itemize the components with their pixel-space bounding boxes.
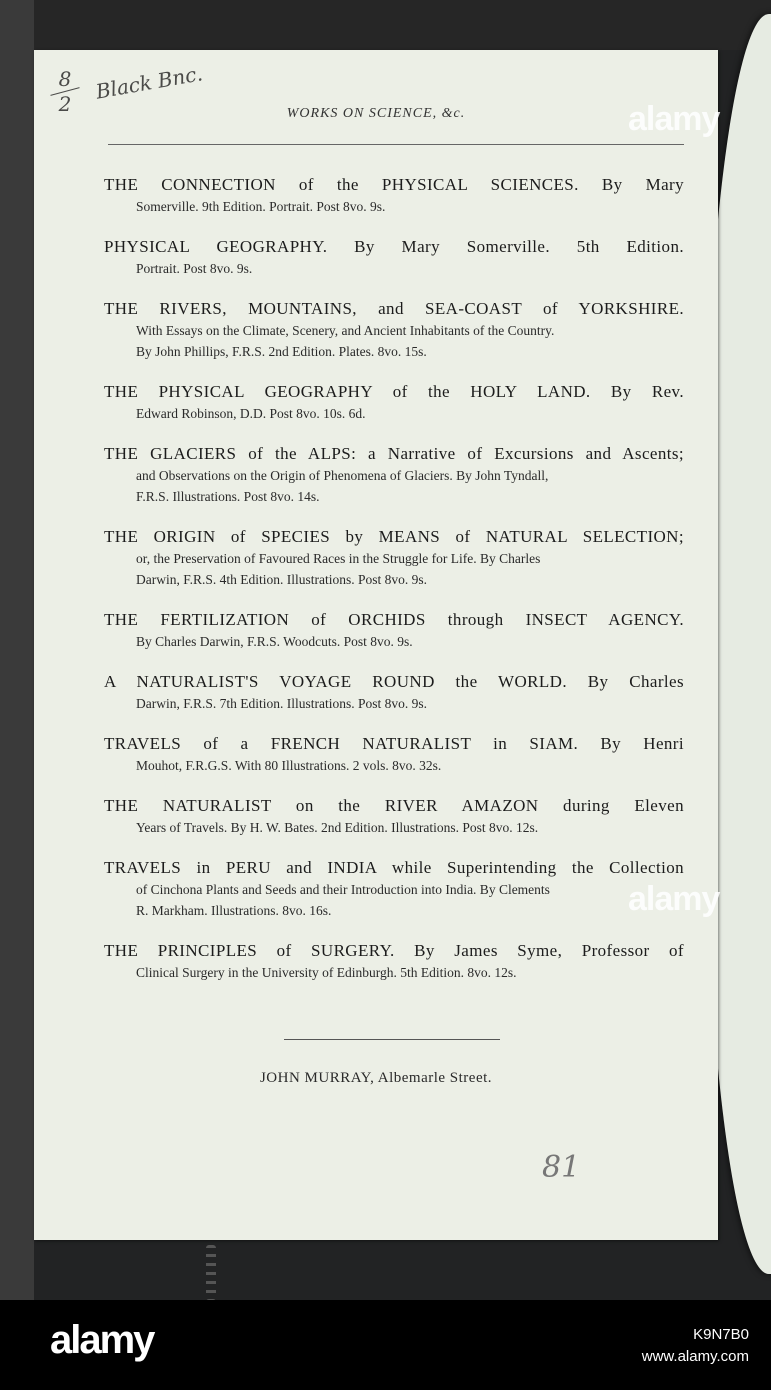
book-title: THE RIVERS, MOUNTAINS, and SEA-COAST of YORKSHIRE.	[104, 299, 684, 318]
handwritten-note: Black Bnc.	[94, 61, 205, 104]
book-title: THE PHYSICAL GEOGRAPHY of the HOLY LAND. By Rev.	[104, 382, 684, 401]
book-page	[34, 50, 718, 1240]
footer-rule	[284, 1039, 500, 1040]
book-detail-line: Clinical Surgery in the University of Edinburgh. 5th Edition. 8vo. 12s.	[136, 965, 517, 980]
book-cover-top	[0, 0, 771, 50]
book-title: THE FERTILIZATION of ORCHIDS through INSECT AGENCY.	[104, 610, 684, 629]
book-detail-line: Somerville. 9th Edition. Portrait. Post 8vo. 9s.	[136, 199, 386, 214]
book-entry	[104, 609, 684, 652]
book-details	[104, 962, 684, 983]
book-details	[104, 631, 684, 652]
book-details	[104, 258, 684, 279]
book-details	[104, 879, 684, 921]
book-entry	[104, 526, 684, 590]
book-title: TRAVELS in PERU and INDIA while Superintending the Collection	[104, 858, 684, 877]
handwritten-fraction-top: 8	[58, 67, 72, 91]
book-entry	[104, 671, 684, 714]
book-title: THE NATURALIST on the RIVER AMAZON during Eleven	[104, 796, 684, 815]
book-detail-line: With Essays on the Climate, Scenery, and Ancient Inhabitants of the Country.	[136, 323, 555, 338]
book-cover-left	[0, 0, 34, 1300]
handwritten-page-number: 81	[542, 1150, 581, 1185]
book-detail-line: Years of Travels. By H. W. Bates. 2nd Edition. Illustrations. Post 8vo. 12s.	[136, 820, 539, 835]
book-entry	[104, 236, 684, 279]
book-detail-line: Mouhot, F.R.G.S. With 80 Illustrations. 2 vols. 8vo. 32s.	[136, 758, 442, 773]
publisher-imprint: JOHN MURRAY, Albemarle Street.	[259, 1070, 493, 1086]
book-details	[104, 548, 684, 590]
book-entry	[104, 940, 684, 983]
book-detail-line: or, the Preservation of Favoured Races in the Struggle for Life. By Charles	[136, 551, 541, 566]
book-title: PHYSICAL GEOGRAPHY. By Mary Somerville. 5th Edition.	[104, 237, 684, 256]
book-details	[104, 817, 684, 838]
book-detail-line: and Observations on the Origin of Phenomena of Glaciers. By John Tyndall,	[136, 468, 549, 483]
book-detail-line: R. Markham. Illustrations. 8vo. 16s.	[136, 903, 332, 918]
watermark-logo: alamy	[628, 100, 720, 138]
book-detail-line: Edward Robinson, D.D. Post 8vo. 10s. 6d.	[136, 406, 366, 421]
book-details	[104, 196, 684, 217]
header-rule	[108, 144, 684, 145]
book-entry	[104, 733, 684, 776]
binding-stitches	[206, 1245, 216, 1300]
stock-logo[interactable]: alamy	[50, 1318, 154, 1362]
book-detail-line: Portrait. Post 8vo. 9s.	[136, 261, 253, 276]
book-details	[104, 755, 684, 776]
book-details	[104, 465, 684, 507]
book-title: THE CONNECTION of the PHYSICAL SCIENCES. By Mary	[104, 175, 684, 194]
book-title: THE ORIGIN of SPECIES by MEANS of NATURAL SELECTION;	[104, 527, 684, 546]
book-detail-line: By Charles Darwin, F.R.S. Woodcuts. Post 8vo. 9s.	[136, 634, 413, 649]
book-entry	[104, 174, 684, 217]
book-detail-line: By John Phillips, F.R.S. 2nd Edition. Plates. 8vo. 15s.	[136, 344, 427, 359]
book-details	[104, 693, 684, 714]
stock-info	[642, 1324, 749, 1368]
book-entry	[104, 795, 684, 838]
watermark-logo: alamy	[628, 880, 720, 918]
book-detail-line: F.R.S. Illustrations. Post 8vo. 14s.	[136, 489, 320, 504]
book-title: THE GLACIERS of the ALPS: a Narrative of Excursions and Ascents;	[104, 444, 684, 463]
book-list	[104, 174, 684, 1002]
running-head: WORKS ON SCIENCE, &c.	[286, 106, 466, 121]
book-detail-line: Darwin, F.R.S. 4th Edition. Illustrations. Post 8vo. 9s.	[136, 572, 428, 587]
book-title: A NATURALIST'S VOYAGE ROUND the WORLD. By Charles	[104, 672, 684, 691]
handwritten-fraction-bottom: 2	[58, 92, 72, 116]
book-title: THE PRINCIPLES of SURGERY. By James Syme, Professor of	[104, 941, 684, 960]
book-detail-line: of Cinchona Plants and Seeds and their Introduction into India. By Clements	[136, 882, 550, 897]
book-entry	[104, 298, 684, 362]
book-title: TRAVELS of a FRENCH NATURALIST in SIAM. By Henri	[104, 734, 684, 753]
book-detail-line: Darwin, F.R.S. 7th Edition. Illustrations. Post 8vo. 9s.	[136, 696, 428, 711]
book-details	[104, 320, 684, 362]
book-entry	[104, 381, 684, 424]
book-entry	[104, 443, 684, 507]
book-details	[104, 403, 684, 424]
image-id: K9N7B0	[693, 1326, 749, 1343]
book-entry	[104, 857, 684, 921]
stock-url[interactable]: www.alamy.com	[641, 1348, 749, 1365]
